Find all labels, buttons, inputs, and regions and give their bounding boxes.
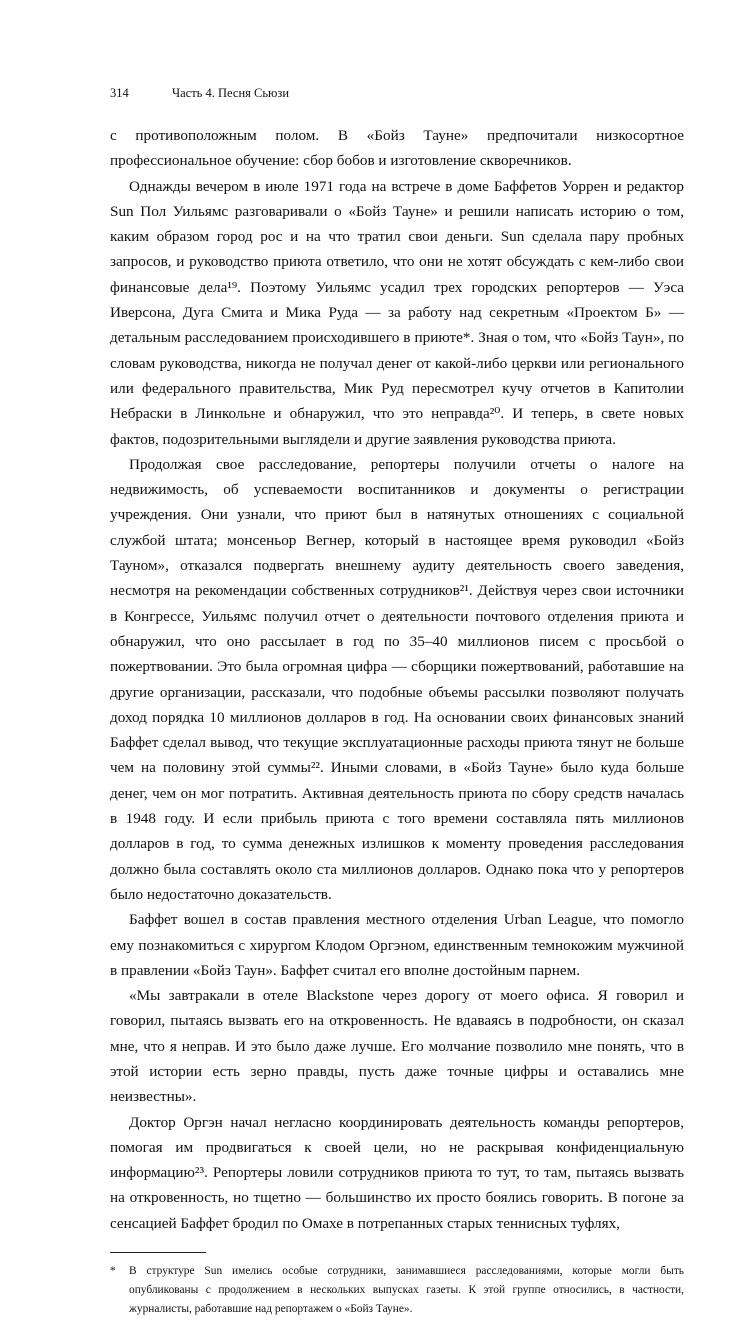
book-page	[110, 85, 684, 1320]
footnote	[110, 1262, 684, 1320]
paragraph: с противоположным полом. В «Бойз Тауне» предпочитали низкосортное профессиональное обучение: сбор бобов и изготовление скворечников.	[110, 127, 684, 170]
paragraph: Продолжая свое расследование, репортеры получили отчеты о налоге на недвижимость, об успеваемости воспитанников и документы о регистрации учреждения. Они узнали, что приют был в натянутых отношениях с социальной службой штата; монсеньор Вегнер, который в настоящее время руководил «Бойз Тауном», отказался подвергать внешнему аудиту деятельность своего заведения, несмотря на рекомендации собственных сотрудников²¹. Действуя через свои источники в Конгрессе, Уильямс получил отчет о деятельности почтового отделения приюта и обнаружил, что оно рассылает в год по 35–40 миллионов писем с просьбой о пожертвовании. Это была огромная цифра — сборщики пожертвований, работавшие на другие организации, рассказали, что подобные объемы рассылки позволяют получать доход порядка 10 миллионов долларов в год. На основании своих финансовых знаний Баффет сделал вывод, что текущие эксплуатационные расходы приюта тянут не больше чем на половину этой суммы²². Иными словами, в «Бойз Тауне» было куда больше денег, чем он мог потратить. Активная деятельность приюта по сбору средств началась в 1948 году. И если прибыль приюта с того времени составляла пять миллионов долларов в год, то сумма денежных излишков к моменту проведения расследования должно была составлять около ста миллионов долларов. Однако пока что у репортеров было недостаточно доказательств.	[110, 455, 684, 903]
footnote-text: В структуре Sun имелись особые сотрудники, занимавшиеся расследованиями, которые могли быть опубликованы с продолжением в нескольких выпусках газеты. К этой группе относились, в частности, журналисты, работавшие над репортажем о «Бойз Тауне».	[129, 1265, 684, 1316]
running-head	[110, 85, 684, 101]
footnote-mark: *	[110, 1265, 116, 1278]
paragraph: Однажды вечером в июле 1971 года на встрече в доме Баффетов Уоррен и редактор Sun Пол Уильямс разговаривали о «Бойз Тауне» и решили написать историю о том, каким образом город рос и на что тратил свои деньги. Sun сделала пару пробных запросов, и руководство приюта ответило, что они не хотят обсуждать с кем-либо свои финансовые дела¹⁹. Поэтому Уильямс усадил трех городских репортеров — Уэса Иверсона, Дуга Смита и Мика Руда — за работу над секретным «Проектом Б» — детальным расследованием происходившего в приюте*. Зная о том, что «Бойз Таун», по словам руководства, никогда не получал денег от какой-либо церкви или регионального или федерального правительства, Мик Руд пересмотрел кучу отчетов в Капитолии Небраски в Линкольне и обнаружил, что это неправда²⁰. И теперь, в свете новых фактов, подозрительными выглядели и другие заявления руководства приюта.	[110, 177, 684, 448]
body-text	[110, 123, 684, 1236]
footnote-divider	[110, 1252, 206, 1253]
page-number: 314	[110, 86, 129, 100]
chapter-title: Часть 4. Песня Сьюзи	[172, 86, 290, 100]
paragraph: Доктор Оргэн начал негласно координировать деятельность команды репортеров, помогая им продвигаться к своей цели, но не раскрывая конфиденциальную информацию²³. Репортеры ловили сотрудников приюта то тут, то там, пытаясь вызвать на откровенность, но тщетно — большинство их просто боялись говорить. В погоне за сенсацией Баффет бродил по Омахе в потрепанных старых теннисных туфлях,	[110, 1113, 684, 1232]
paragraph: Баффет вошел в состав правления местного отделения Urban League, что помогло ему познакомиться с хирургом Клодом Оргэном, единственным темнокожим мужчиной в правлении «Бойз Таун». Баффет считал его вполне достойным парнем.	[110, 911, 684, 979]
paragraph: «Мы завтракали в отеле Blackstone через дорогу от моего офиса. Я говорил и говорил, пытаясь вызвать его на откровенность. Не вдаваясь в подробности, он сказал мне, что я неправ. И это было даже лучше. Его молчание позволило мне понять, что в этой истории есть зерно правды, пусть даже точные цифры и оставались мне неизвестны».	[110, 987, 684, 1106]
